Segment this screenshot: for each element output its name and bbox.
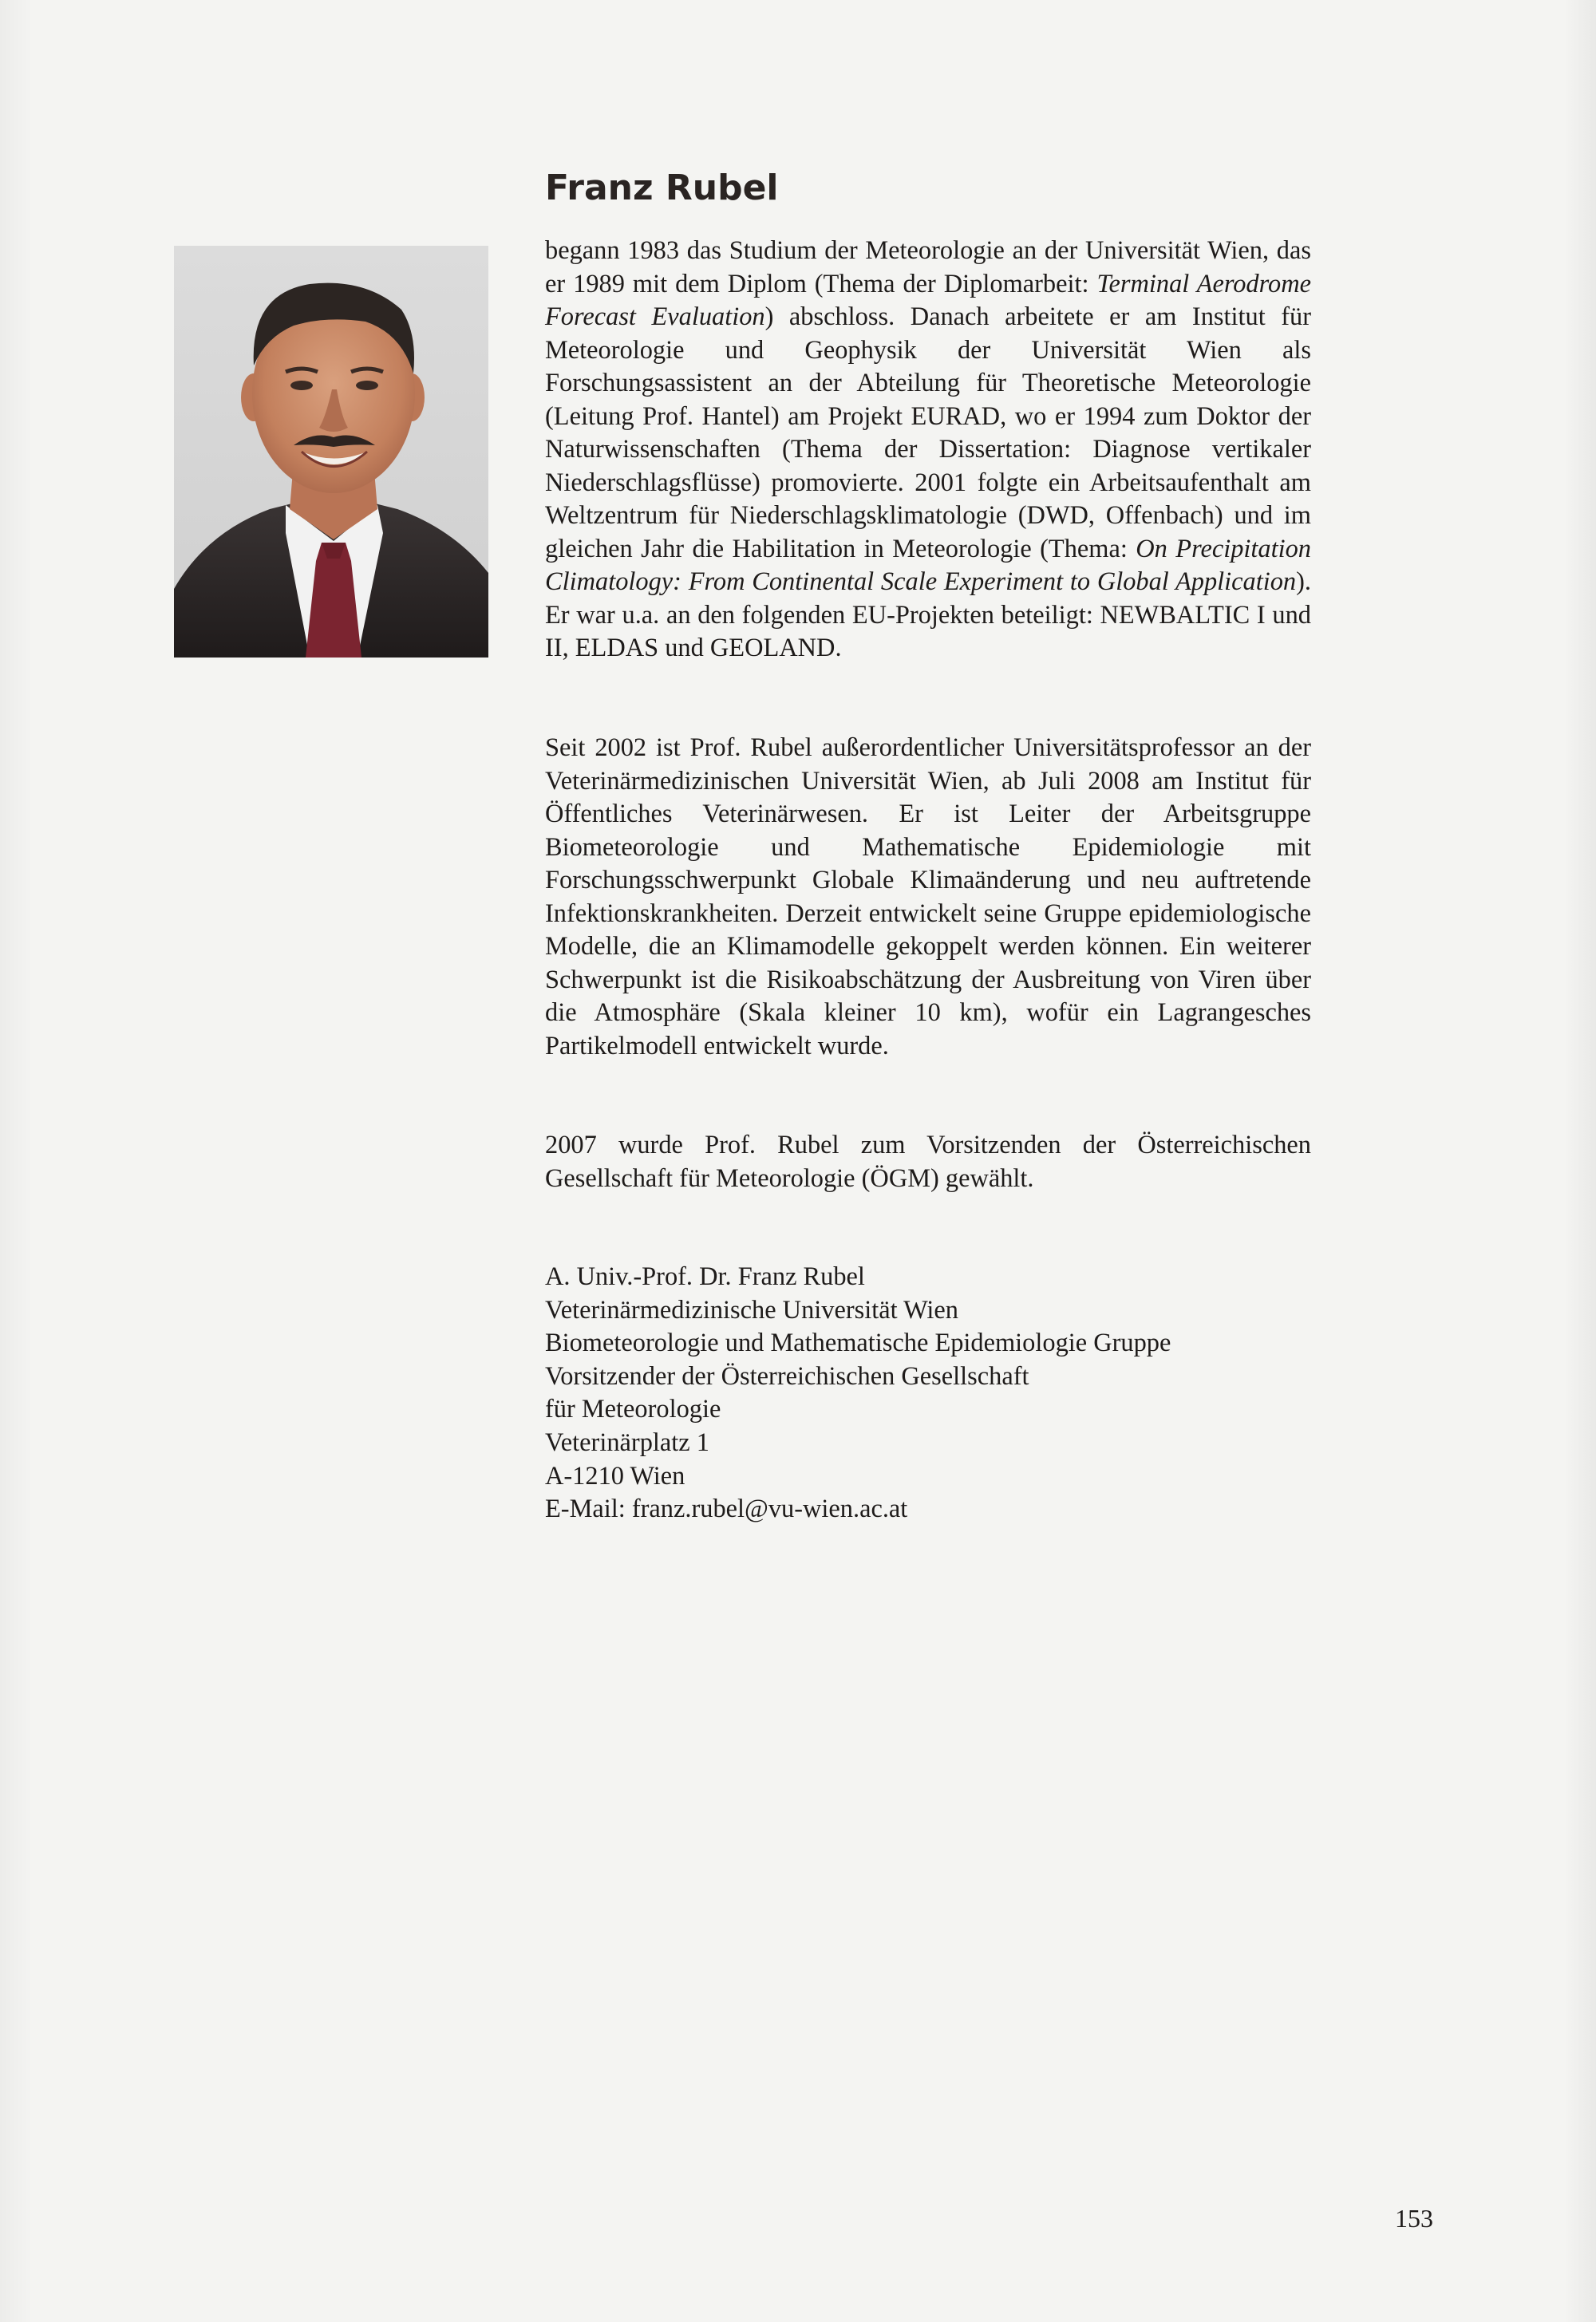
biography-paragraph-1 (545, 235, 1311, 665)
address-line-group: Biometeorologie und Mathematische Epidemiologie Gruppe (545, 1329, 1171, 1358)
habilitation-title: On Precipitation Climatology: From Continental Scale Experiment to Global Application (545, 534, 1312, 596)
biography-paragraph-3: 2007 wurde Prof. Rubel zum Vorsitzenden der Österreichischen Gesellschaft für Meteorologie (ÖGM) gewählt. (545, 1131, 1311, 1193)
address-line-role-cont: für Meteorologie (545, 1395, 721, 1424)
address-line-title: A. Univ.-Prof. Dr. Franz Rubel (545, 1262, 865, 1291)
author-name: Franz Rubel (545, 168, 779, 208)
address-line-email[interactable]: E-Mail: franz.rubel@vu-wien.ac.at (545, 1495, 908, 1524)
address-line-university: Veterinärmedizinische Universität Wien (545, 1295, 958, 1325)
bio-segment: ) abschloss. Danach arbeitete er am Institut für Meteorologie und Geophysik der Universität Wien als Forschungsassistent an der Abteilung für Theoretische Meteorologie (Leitung Prof. Hantel) am Projekt EURAD, wo er 1994 zum Doktor der Naturwissenschaften (Thema der Dissertation: Diagnose vertikaler Niederschlagsflüsse) promovierte. 2001 folgte ein Arbeitsaufenthalt am Weltzentrum für Niederschlagsklimatologie (DWD, Offenbach) und im gleichen Jahr die Habilitation in Meteorologie (Thema: (545, 302, 1312, 563)
portrait-photo (174, 246, 488, 658)
address-line-street: Veterinärplatz 1 (545, 1428, 709, 1457)
biography-paragraph-2: Seit 2002 ist Prof. Rubel außerordentlicher Universitätsprofessor an der Veterinärmedizinischen Universität Wien, ab Juli 2008 am Institut für Öffentliches Veterinärwesen. Er ist Leiter der Arbeitsgruppe Biometeorologie und Mathematische Epidemiologie mit Forschungsschwerpunkt Globale Klimaänderung und neu auftretende Infektionskrankheiten. Derzeit entwickelt seine Gruppe epidemiologische Modelle, die an Klimamodelle gekoppelt werden können. Ein weiterer Schwerpunkt ist die Risikoabschätzung der Ausbreitung von Viren über die Atmosphäre (Skala kleiner 10 km), wofür ein Lagrangesches Partikelmodell entwickelt wurde. (545, 733, 1311, 1060)
contact-address-block (545, 1261, 1311, 1526)
page-number: 153 (1395, 2204, 1433, 2233)
diploma-thesis-title: Terminal Aerodrome Forecast Evaluation (545, 269, 1311, 331)
bio-segment: begann 1983 das Studium der Meteorologie an der Universität Wien, das er 1989 mit dem Diplom (Thema der Diplomarbeit: (545, 236, 1311, 298)
address-line-city: A-1210 Wien (545, 1461, 685, 1491)
address-line-role: Vorsitzender der Österreichischen Gesellschaft (545, 1361, 1029, 1391)
bio-segment: ). Er war u.a. an den folgenden EU-Projekten beteiligt: NEWBALTIC I und II, ELDAS und GEOLAND. (545, 567, 1311, 662)
